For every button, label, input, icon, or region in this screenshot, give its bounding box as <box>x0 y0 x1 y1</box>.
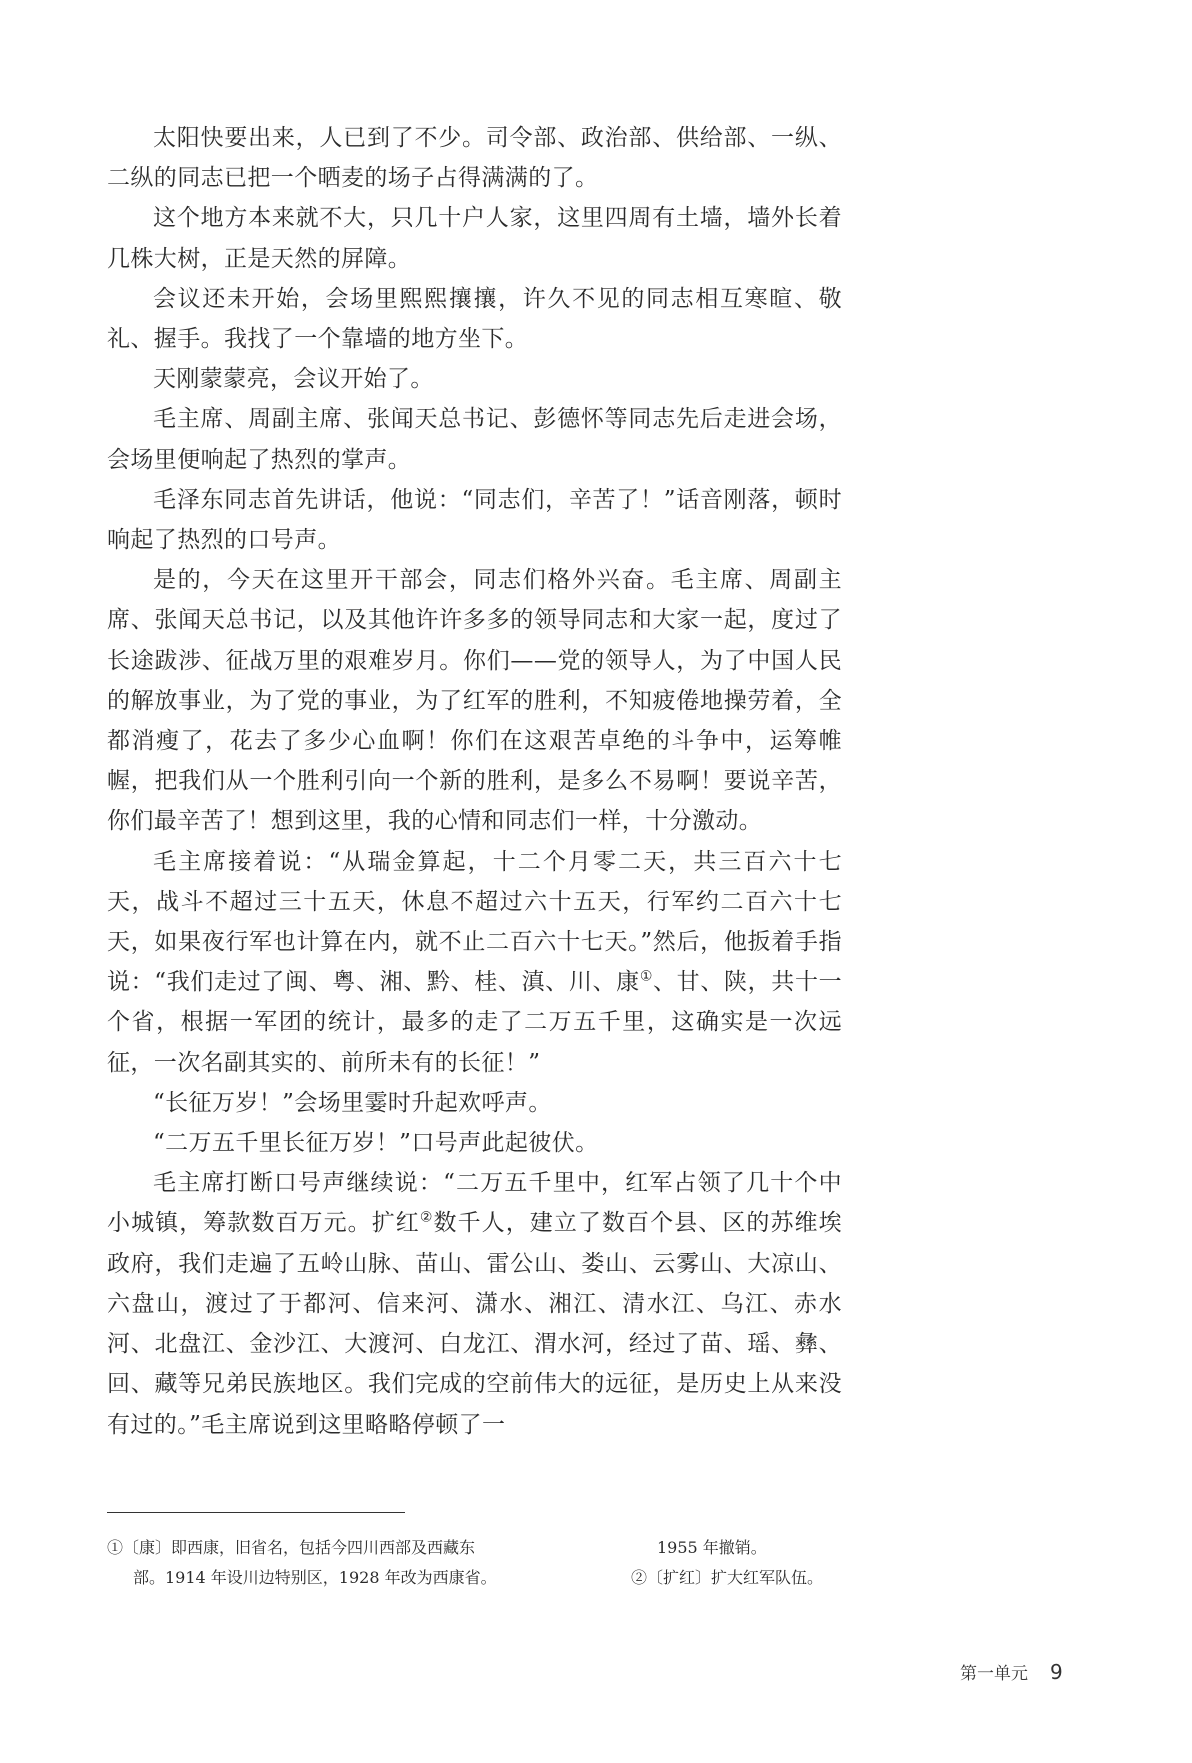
footnote-column-left <box>107 1533 577 1593</box>
footnote-line: ②〔扩红〕扩大红军队伍。 <box>631 1568 824 1587</box>
paragraph-4: 天刚蒙蒙亮，会议开始了。 <box>153 366 434 393</box>
footnote-ref-1: ① <box>639 968 654 985</box>
paragraph-11-part-a: 毛主席打断口号声继续说：“二万五千里中，红军占领了几十个中小城镇，筹款数百万元。扩红 <box>107 1170 842 1237</box>
paragraph-6: 毛泽东同志首先讲话，他说：“同志们，辛苦了！”话音刚落，顿时响起了热烈的口号声。 <box>107 486 842 554</box>
paragraph-8-part-a: 毛主席接着说：“从瑞金算起，十二个月零二天，共三百六十七天，战斗不超过三十五天，休息不超过六十五天，行军约二百六十七天，如果夜行军也计算在内，就不止二百六十七天。”然后，他扳着手指说：“我们走过了闽、粤、湘、黔、桂、滇、川、康 <box>107 848 842 996</box>
paragraph-7: 是的，今天在这里开干部会，同志们格外兴奋。毛主席、周副主席、张闻天总书记，以及其他许许多多的领导同志和大家一起，度过了长途跋涉、征战万里的艰难岁月。你们——党的领导人，为了中国人民的解放事业，为了党的事业，为了红军的胜利，不知疲倦地操劳着，全都消瘦了，花去了多少心血啊！你们在这艰苦卓绝的斗争中，运筹帷幄，把我们从一个胜利引向一个新的胜利，是多么不易啊！要说辛苦，你们最辛苦了！想到这里，我的心情和同志们一样，十分激动。 <box>107 567 842 835</box>
footnote-line: 部。1914 年设川边特别区，1928 年改为西康省。 <box>133 1568 497 1587</box>
paragraph-8-part-b: 、甘、陕，共十一个省，根据一军团的统计，最多的走了二万五千里，这确实是一次远征，一次名副其实的、前所未有的长征！” <box>107 969 843 1076</box>
footnote-line: ①〔康〕即西康，旧省名，包括今四川西部及西藏东 <box>107 1538 476 1557</box>
paragraph-9: “长征万岁！”会场里霎时升起欢呼声。 <box>153 1089 552 1116</box>
footnote-divider <box>107 1512 405 1513</box>
paragraph-1: 太阳快要出来，人已到了不少。司令部、政治部、供给部、一纵、二纵的同志已把一个晒麦的场子占得满满的了。 <box>107 125 842 192</box>
paragraph-5: 毛主席、周副主席、张闻天总书记、彭德怀等同志先后走进会场，会场里便响起了热烈的掌声。 <box>107 406 842 473</box>
paragraph-11-part-b: 数千人，建立了数百个县、区的苏维埃政府，我们走遍了五岭山脉、苗山、雷公山、娄山、云雾山、大凉山、六盘山，渡过了于都河、信来河、潇水、湘江、清水江、乌江、赤水河、北盘江、金沙江、大渡河、白龙江、渭水河，经过了苗、瑶、彝、回、藏等兄弟民族地区。我们完成的空前伟大的远征，是历史上从来没有过的。”毛主席说到这里略略停顿了一 <box>107 1210 842 1438</box>
page-folio <box>960 1659 1063 1684</box>
unit-label: 第一单元 <box>960 1664 1028 1684</box>
footnote-column-right <box>631 1533 871 1593</box>
body-text <box>107 118 842 1445</box>
paragraph-2: 这个地方本来就不大，只几十户人家，这里四周有土墙，墙外长着几株大树，正是天然的屏障。 <box>107 205 842 272</box>
paragraph-11 <box>107 1163 842 1444</box>
paragraph-8 <box>107 842 842 1083</box>
paragraph-3: 会议还未开始，会场里熙熙攘攘，许久不见的同志相互寒暄、敬礼、握手。我找了一个靠墙的地方坐下。 <box>107 285 842 353</box>
footnote-ref-2: ② <box>419 1209 434 1226</box>
paragraph-10: “二万五千里长征万岁！”口号声此起彼伏。 <box>153 1130 599 1157</box>
page-number: 9 <box>1050 1660 1063 1684</box>
footnote-line: 1955 年撤销。 <box>657 1538 767 1557</box>
